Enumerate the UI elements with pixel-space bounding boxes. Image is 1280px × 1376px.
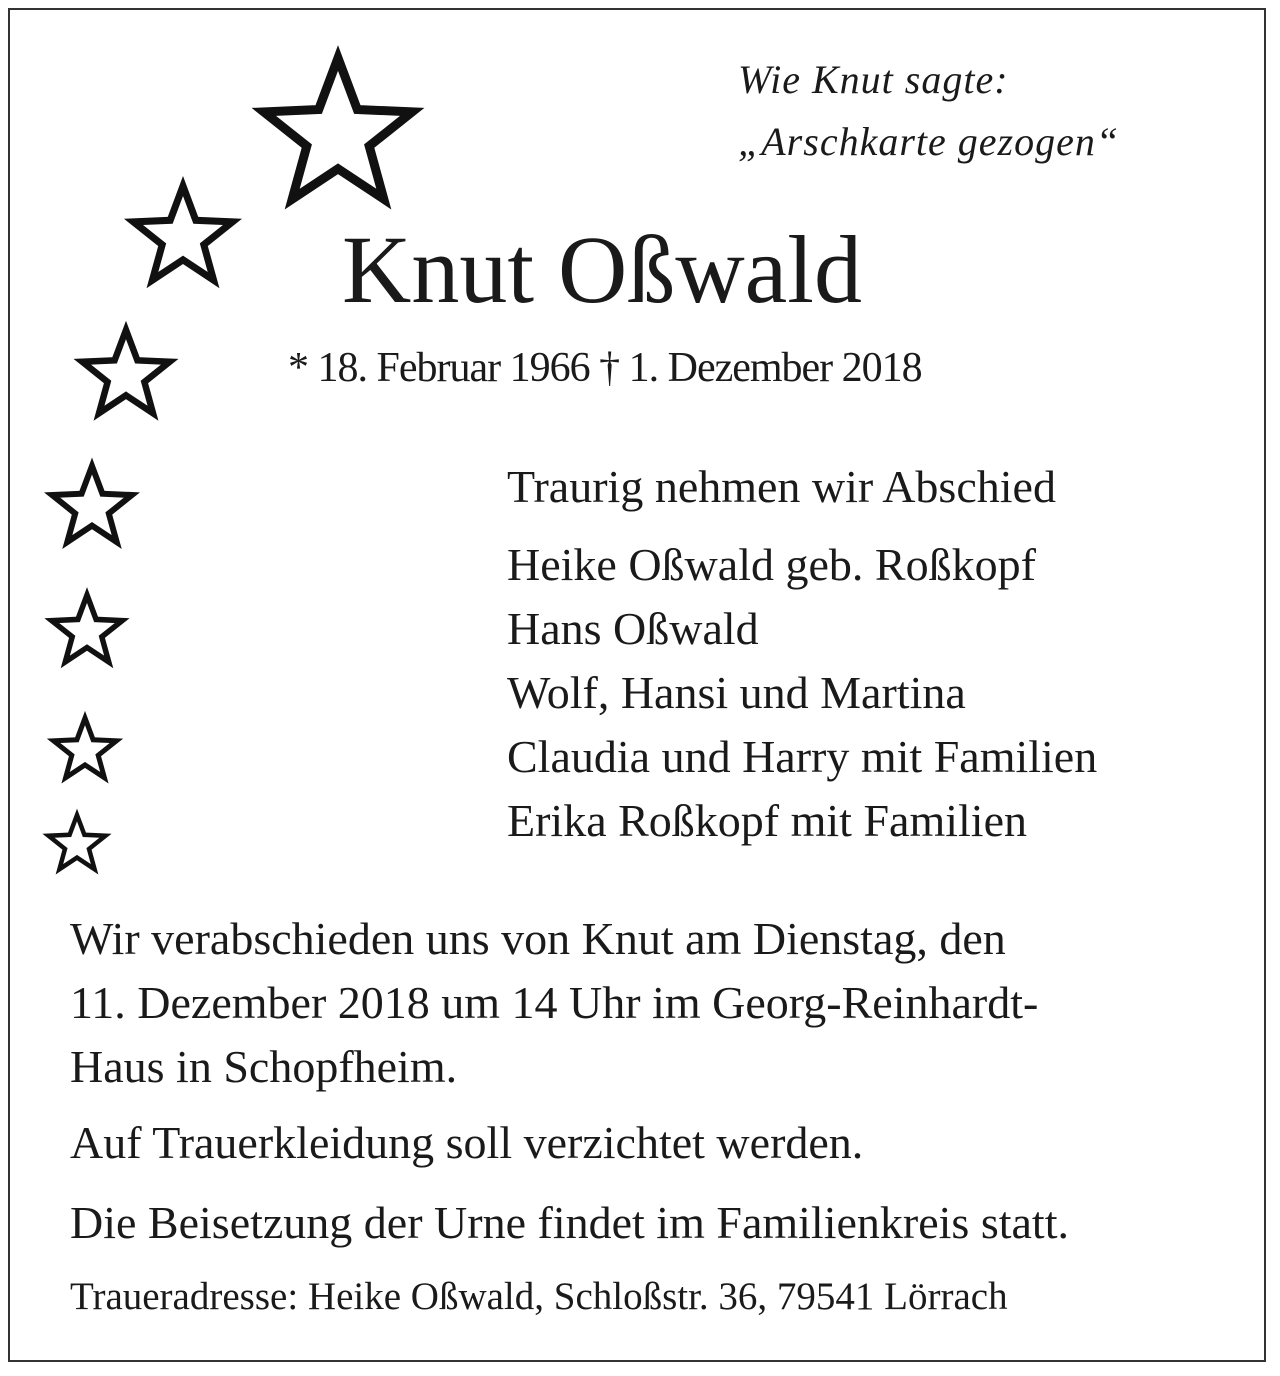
quote-line-2: „Arschkarte gezogen“ (738, 119, 1120, 164)
star-icon (264, 58, 412, 199)
decedent-name: Knut Oßwald (342, 216, 862, 323)
mourner-name: Erika Roßkopf mit Familien (507, 795, 1027, 846)
burial-note: Die Beisetzung der Urne findet im Familienkreis statt. (70, 1197, 1069, 1248)
mourners-intro: Traurig nehmen wir Abschied (507, 461, 1056, 512)
mourning-address: Traueradresse: Heike Oßwald, Schloßstr. 36, 79541 Lörrach (70, 1275, 1008, 1318)
funeral-line-2: 11. Dezember 2018 um 14 Uhr im Georg-Reinhardt- (70, 977, 1039, 1028)
star-icon (54, 718, 117, 778)
star-icon (52, 595, 122, 662)
star-icon (82, 330, 169, 413)
quote-line-1: Wie Knut sagte: (738, 57, 1009, 102)
mourner-name: Hans Oßwald (507, 603, 759, 654)
star-icon (52, 466, 132, 542)
star-icon (134, 186, 233, 280)
funeral-line-3: Haus in Schopfheim. (70, 1041, 458, 1092)
dress-note: Auf Trauerkleidung soll verzichtet werden. (70, 1117, 864, 1168)
mourner-name: Claudia und Harry mit Familien (507, 731, 1098, 782)
mourner-name: Heike Oßwald geb. Roßkopf (507, 539, 1036, 590)
funeral-line-1: Wir verabschieden uns von Knut am Dienstag, den (70, 913, 1006, 964)
mourner-name: Wolf, Hansi und Martina (507, 667, 966, 718)
star-icon (49, 815, 106, 869)
life-dates: * 18. Februar 1966 † 1. Dezember 2018 (288, 345, 922, 391)
